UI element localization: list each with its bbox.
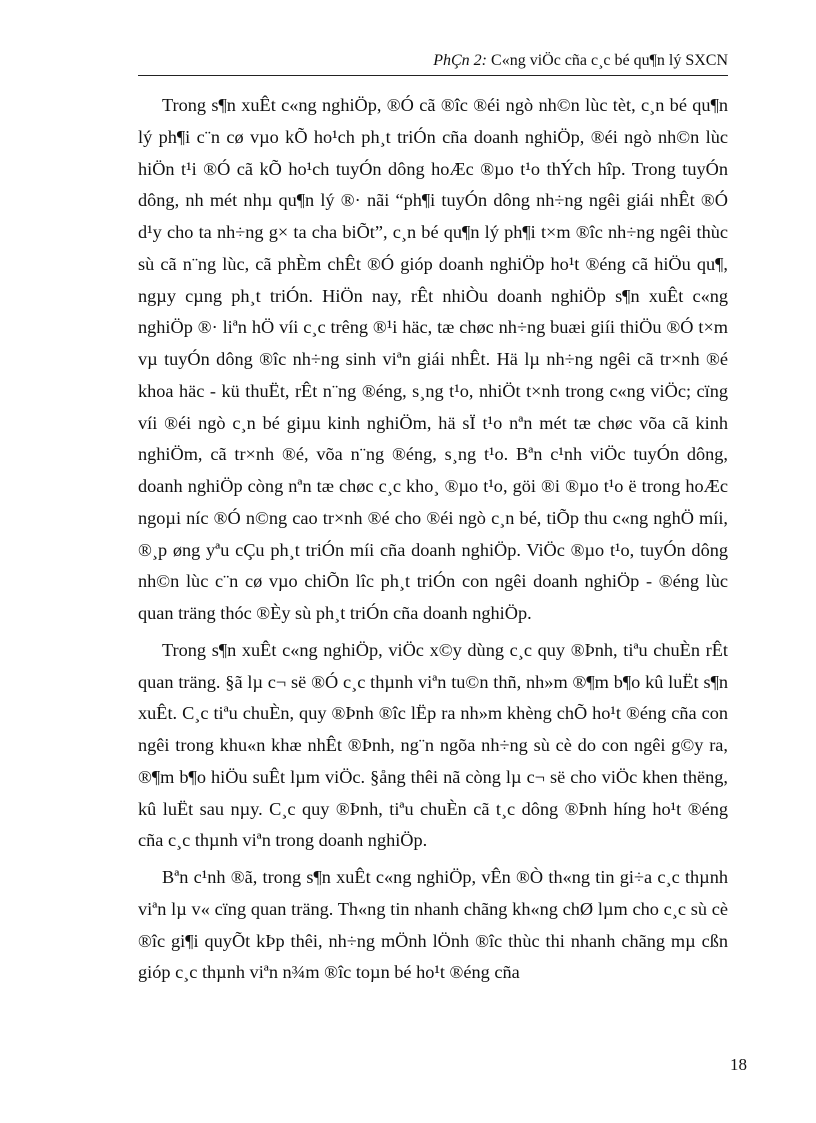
running-header [138, 48, 728, 78]
paragraph-regulations: Trong s¶n xuÊt c«ng nghiÖp, viÖc x©y dùng c¸c quy ®Þnh, tiªu chuÈn rÊt quan träng. §ã lµ c¬ së ®Ó c¸c thµnh viªn tu©n thñ, nh»m ®¶m b¶o kû luËt s¶n xuÊt. C¸c tiªu chuÈn, quy ®Þnh ®îc lËp ra nh»m khèng chÕ ho¹t ®éng cña con ngêi trong khu«n khæ nhÊt ®Þnh, ng¨n ngõa nh÷ng sù cè do con ngêi g©y ra, ®¶m b¶o hiÖu suÊt lµm viÖc. §ång thêi nã còng lµ c¬ së cho viÖc khen thëng, kû luËt sau nµy. C¸c quy ®Þnh, tiªu chuÈn cã t¸c dông ®Þnh híng ho¹t ®éng cña c¸c thµnh viªn trong doanh nghiÖp. [138, 639, 728, 851]
header-rule [138, 75, 728, 76]
header-title: C«ng viÖc cña c¸c bé qu¶n lý SXCN [487, 52, 728, 69]
paragraph-recruitment: Trong s¶n xuÊt c«ng nghiÖp, ®Ó cã ®îc ®éi ngò nh©n lùc tèt, c¸n bé qu¶n lý ph¶i c¨n cø vµo kÕ ho¹ch ph¸t triÓn cña doanh nghiÖp, ®éi ngò nh©n lùc hiÖn t¹i ®Ó cã kÕ ho¹ch tuyÓn dông hoÆc ®µo t¹o thÝch hîp. Trong tuyÓn dông, nh mét nhµ qu¶n lý ®· nãi “ph¶i tuyÓn dông nh÷ng ngêi giái nhÊt ®Ó d¹y cho ta nh÷ng g× ta cha biÕt”, c¸n bé qu¶n lý ph¶i t×m ®îc nh÷ng ngêi thùc sù cã n¨ng lùc, cã phÈm chÊt ®Ó gióp doanh nghiÖp ho¹t ®éng cã hiÖu qu¶, ngµy cµng ph¸t triÓn. HiÖn nay, rÊt nhiÒu doanh nghiÖp s¶n xuÊt c«ng nghiÖp ®· liªn hÖ víi c¸c trêng ®¹i häc, tæ chøc nh÷ng buæi giíi thiÖu ®Ó t×m vµ tuyÓn dông ®îc nh÷ng sinh viªn giái nhÊt. Hä lµ nh÷ng ngêi cã tr×nh ®é khoa häc - kü thuËt, rÊt n¨ng ®éng, s¸ng t¹o, nhiÖt t×nh trong c«ng viÖc; cïng víi ®éi ngò c¸n bé giµu kinh nghiÖm, hä sÏ t¹o nªn mét tæ chøc võa cã kinh nghiÖm, cã tr×nh ®é, võa n¨ng ®éng, s¸ng t¹o. Bªn c¹nh viÖc tuyÓn dông, doanh nghiÖp còng nªn tæ chøc c¸c kho¸ ®µo t¹o, göi ®i ®µo t¹o ë trong hoÆc ngoµi níc ®Ó n©ng cao tr×nh ®é cho ®éi ngò c¸n bé, tiÕp thu c«ng nghÖ míi, ®¸p øng yªu cÇu ph¸t triÓn míi cña doanh nghiÖp. ViÖc ®µo t¹o, tuyÓn dông nh©n lùc c¨n cø vµo chiÕn lîc ph¸t triÓn con ngêi doanh nghiÖp - ®éng lùc quan träng thóc ®Èy sù ph¸t triÓn cña doanh nghiÖp. [138, 95, 728, 623]
paragraph-communication: Bªn c¹nh ®ã, trong s¶n xuÊt c«ng nghiÖp, vÊn ®Ò th«ng tin gi÷a c¸c thµnh viªn lµ v« cïng quan träng. Th«ng tin nhanh chãng kh«ng chØ lµm cho c¸c sù cè ®îc gi¶i quyÕt kÞp thêi, nh÷ng mÖnh lÖnh ®îc thùc thi nhanh chãng mµ cßn gióp c¸c thµnh viªn n¾m ®îc toµn bé ho¹t ®éng cña [138, 867, 728, 983]
header-part-label: PhÇn 2: [433, 52, 488, 69]
document-body [138, 90, 728, 994]
page-number: 18 [730, 1055, 747, 1074]
